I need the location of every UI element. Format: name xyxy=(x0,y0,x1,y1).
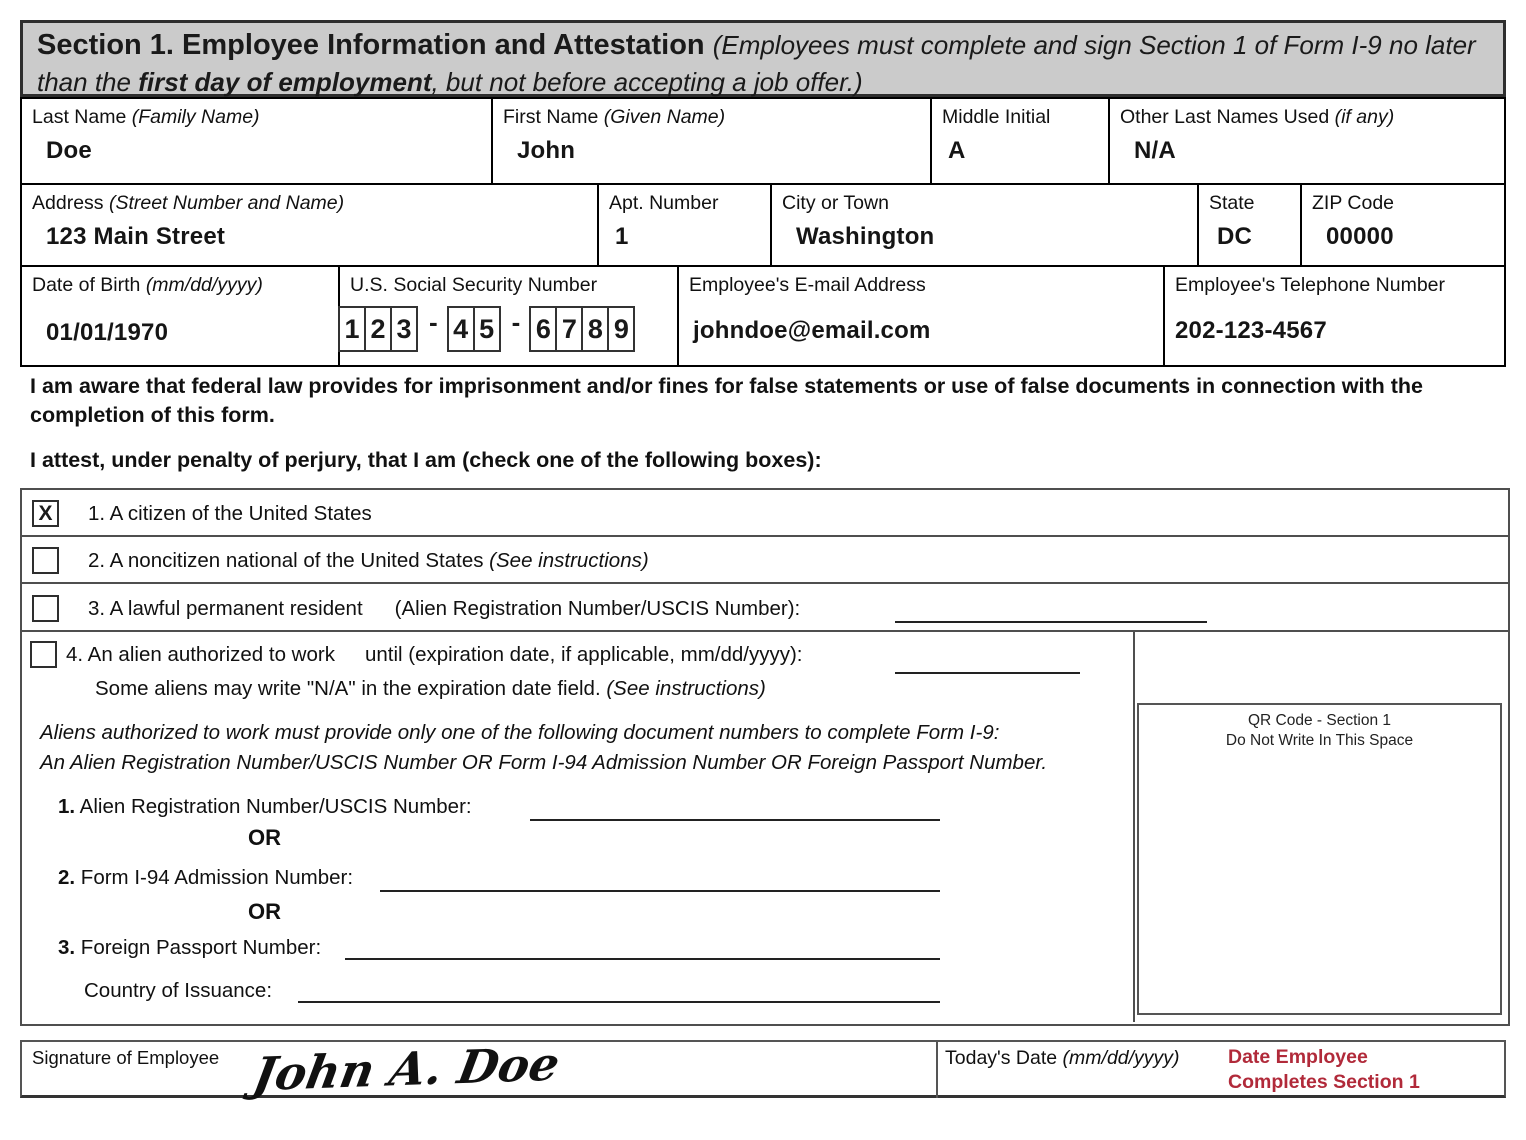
lpr-number-blank[interactable] xyxy=(895,621,1207,623)
i94-number-blank[interactable] xyxy=(380,890,940,892)
employee-signature[interactable]: John A. Doe xyxy=(249,1036,564,1102)
ssn-dash-1: - xyxy=(429,307,438,337)
date-hint-line2: Completes Section 1 xyxy=(1228,1071,1420,1093)
address-cell xyxy=(20,183,599,267)
zip-cell xyxy=(1300,183,1506,267)
qr-box-line1: QR Code - Section 1 xyxy=(1247,712,1391,729)
country-of-issuance-label: Country of Issuance: xyxy=(84,979,273,1002)
ssn-digit-3[interactable]: 3 xyxy=(390,306,418,352)
alien-reg-number-blank[interactable] xyxy=(530,819,940,821)
phone-label: Employee's Telephone Number xyxy=(1175,274,1446,296)
attestation-instruction-text: I attest, under penalty of perjury, that I am (check one of the following boxes): xyxy=(30,448,822,472)
noncitizen-checkbox[interactable] xyxy=(32,547,59,574)
i94-number-label: 2. Form I-94 Admission Number: xyxy=(58,866,354,889)
date-hint-line1: Date Employee xyxy=(1228,1046,1368,1068)
first-name-label: First Name (Given Name) xyxy=(503,106,726,128)
or-separator-2: OR xyxy=(248,899,281,924)
other-last-names-cell xyxy=(1108,97,1506,185)
alien-reg-number-label: 1. Alien Registration Number/USCIS Number: xyxy=(58,795,472,818)
lpr-option-label: 3. A lawful permanent resident (Alien Registration Number/USCIS Number): xyxy=(88,597,801,620)
phone-cell xyxy=(1163,265,1506,367)
option-row-noncitizen xyxy=(20,535,1510,588)
alien-option-label: 4. An alien authorized to work until (expiration date, if applicable, mm/dd/yyyy): xyxy=(66,643,803,666)
city-cell xyxy=(770,183,1199,267)
state-value[interactable]: DC xyxy=(1217,223,1253,250)
foreign-passport-label: 3. Foreign Passport Number: xyxy=(58,936,322,959)
dob-label: Date of Birth (mm/dd/yyyy) xyxy=(32,274,263,296)
section-note-line2-post: , but not before accepting a job offer.) xyxy=(431,67,863,97)
signature-label: Signature of Employee xyxy=(32,1047,220,1068)
perjury-warning-text: I am aware that federal law provides for imprisonment and/or fines for false statements or use of false documents in connection with the completion of this form. xyxy=(30,374,1424,427)
noncitizen-option-label: 2. A noncitizen national of the United States (See instructions) xyxy=(88,549,649,572)
last-name-cell xyxy=(20,97,493,185)
row4-vertical-divider xyxy=(1133,630,1135,1022)
ssn-digit-8[interactable]: 8 xyxy=(581,306,609,352)
first-name-value[interactable]: John xyxy=(517,137,576,164)
address-value[interactable]: 123 Main Street xyxy=(46,223,226,250)
ssn-digit-9[interactable]: 9 xyxy=(607,306,635,352)
apt-number-cell xyxy=(597,183,772,267)
last-name-value[interactable]: Doe xyxy=(46,137,92,164)
citizen-option-label: 1. A citizen of the United States xyxy=(88,502,372,525)
ssn-label: U.S. Social Security Number xyxy=(350,274,598,296)
foreign-passport-blank[interactable] xyxy=(345,958,940,960)
apt-number-label: Apt. Number xyxy=(609,192,719,214)
qr-code-box xyxy=(1137,703,1502,1015)
other-last-names-label: Other Last Names Used (if any) xyxy=(1120,106,1395,128)
city-value[interactable]: Washington xyxy=(796,223,935,250)
email-value[interactable]: johndoe@email.com xyxy=(693,317,931,344)
lpr-checkbox[interactable] xyxy=(32,595,59,622)
option-row-lpr xyxy=(20,582,1510,636)
email-cell xyxy=(677,265,1165,367)
ssn-group-2 xyxy=(449,306,501,352)
alien-checkbox[interactable] xyxy=(30,641,57,668)
zip-value[interactable]: 00000 xyxy=(1326,223,1394,250)
dob-cell xyxy=(20,265,340,367)
ssn-dash-2: - xyxy=(511,307,521,337)
address-label: Address (Street Number and Name) xyxy=(32,192,345,214)
signature-box-divider xyxy=(936,1040,938,1098)
qr-box-line2: Do Not Write In This Space xyxy=(1225,732,1414,749)
section-header xyxy=(20,20,1506,97)
ssn-group-3 xyxy=(531,306,635,352)
todays-date-label: Today's Date (mm/dd/yyyy) xyxy=(945,1047,1180,1069)
city-label: City or Town xyxy=(782,192,889,214)
citizen-checkbox[interactable]: X xyxy=(32,500,59,527)
email-label: Employee's E-mail Address xyxy=(689,274,926,296)
country-of-issuance-blank[interactable] xyxy=(298,1001,940,1003)
ssn-group-1 xyxy=(340,306,418,352)
section-note-line2-pre: than the xyxy=(37,67,139,97)
middle-initial-value[interactable]: A xyxy=(948,137,966,164)
ssn-digit-boxes xyxy=(340,306,635,352)
first-name-cell xyxy=(491,97,932,185)
last-name-label: Last Name (Family Name) xyxy=(32,106,260,128)
or-separator-1: OR xyxy=(248,825,281,850)
ssn-digit-1[interactable]: 1 xyxy=(338,306,366,352)
apt-number-value[interactable]: 1 xyxy=(615,223,629,250)
state-cell xyxy=(1197,183,1302,267)
section-note-line1: (Employees must complete and sign Section 1 of Form I-9 no later xyxy=(712,30,1476,60)
ssn-digit-5[interactable]: 5 xyxy=(473,306,501,352)
ssn-digit-2[interactable]: 2 xyxy=(364,306,392,352)
section-title: Section 1. Employee Information and Attestation xyxy=(37,29,713,61)
zip-label: ZIP Code xyxy=(1312,192,1395,214)
middle-initial-label: Middle Initial xyxy=(942,106,1051,128)
alien-option-line2: Some aliens may write "N/A" in the expiration date field. (See instructions) xyxy=(95,677,766,700)
phone-value[interactable]: 202-123-4567 xyxy=(1175,317,1327,344)
alien-docs-note: Aliens authorized to work must provide only one of the following document numbers to complete Form I-9: An Alien Registration Number/USCIS Number OR Form I-94 Admission Number OR Foreign Passport Number. xyxy=(40,721,1048,774)
alien-expiration-blank[interactable] xyxy=(895,672,1080,674)
state-label: State xyxy=(1209,192,1255,214)
section-note-line2-bold: first day of employment xyxy=(138,67,432,97)
other-last-names-value[interactable]: N/A xyxy=(1134,137,1176,164)
ssn-digit-7[interactable]: 7 xyxy=(555,306,583,352)
dob-value[interactable]: 01/01/1970 xyxy=(46,319,169,346)
middle-initial-cell xyxy=(930,97,1110,185)
option-row-citizen xyxy=(20,488,1510,541)
ssn-digit-4[interactable]: 4 xyxy=(447,306,475,352)
ssn-digit-6[interactable]: 6 xyxy=(529,306,557,352)
